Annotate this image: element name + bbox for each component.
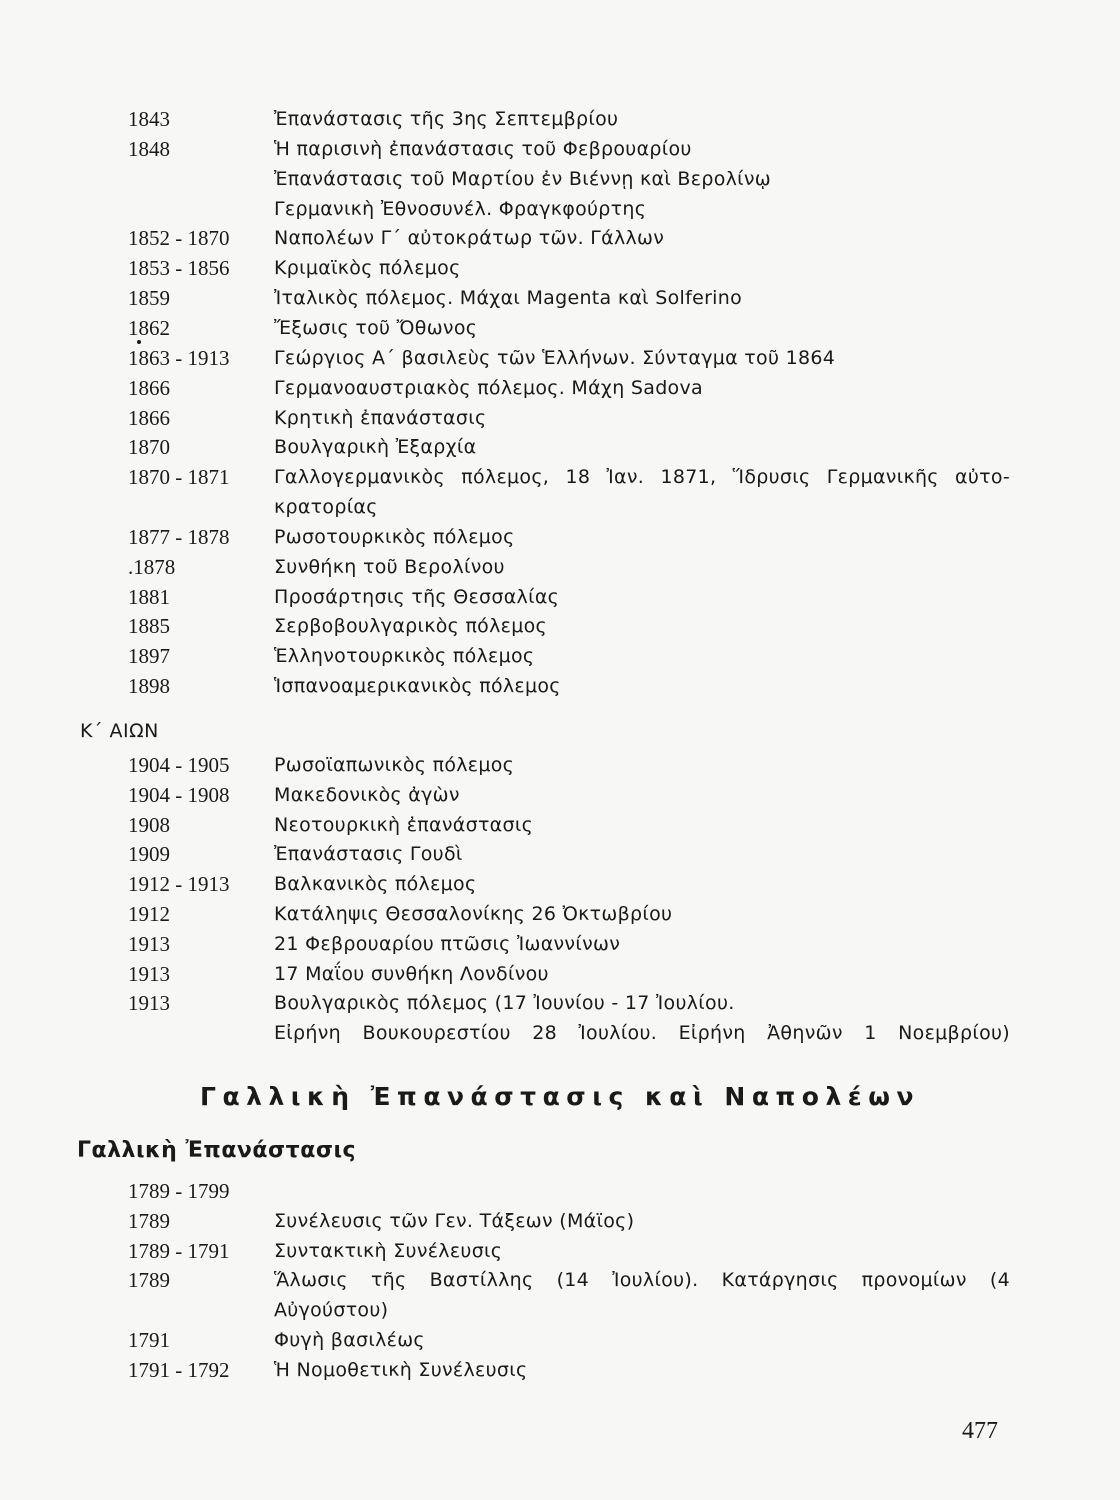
row-event: Βουλγαρικὸς πόλεμος (17 Ἰουνίου - 17 Ἰουλίου.: [274, 992, 735, 1015]
chronology-row: [0, 611, 1120, 641]
row-event: Ρωσοτουρκικὸς πόλεμος: [274, 525, 515, 548]
chronology-row: [0, 313, 1120, 343]
row-event: Βαλκανικὸς πόλεμος: [274, 873, 477, 896]
row-event: Γαλλογερμανικὸς πόλεμος, 18 Ἰαν. 1871, Ἵδρυσις Γερμανικῆς αὐτο-: [274, 466, 1010, 489]
chronology-row: [0, 104, 1120, 134]
section-title: Γαλλικὴ Ἐπανάστασις καὶ Ναπολέων: [200, 1082, 920, 1111]
row-event: Ἰταλικὸς πόλεμος. Μάχαι Magenta καὶ Solferino: [274, 287, 743, 310]
row-event: Ναπολέων Γ΄ αὐτοκράτωρ τῶν. Γάλλων: [274, 227, 665, 250]
chronology-row: [0, 223, 1120, 253]
row-date: 1897: [128, 644, 170, 669]
row-event: Νεοτουρκικὴ ἐπανάστασις: [274, 813, 534, 836]
chronology-row: [0, 959, 1120, 989]
row-event: Κριμαϊκὸς πόλεμος: [274, 257, 461, 280]
chronology-row: [0, 780, 1120, 810]
chronology-row: [0, 552, 1120, 582]
row-event: Ἔξωσις τοῦ Ὄθωνος: [274, 316, 478, 339]
row-date: 1870: [128, 435, 170, 460]
chronology-row: [0, 810, 1120, 840]
chronology-row: [0, 1265, 1120, 1295]
chronology-row: [0, 403, 1120, 433]
row-event: Ἐπανάστασις τοῦ Μαρτίου ἐν Βιέννῃ καὶ Βερολίνῳ: [274, 167, 772, 190]
row-event: Μακεδονικὸς ἀγὼν: [274, 783, 460, 806]
row-event: Συνθήκη τοῦ Βερολίνου: [274, 555, 505, 578]
row-date: 1791 - 1792: [128, 1357, 230, 1382]
row-event: Ἡ Νομοθετικὴ Συνέλευσις: [274, 1358, 528, 1381]
row-event: Συντακτικὴ Συνέλευσις: [274, 1239, 503, 1262]
row-date: 1863 - 1913: [128, 345, 230, 370]
century-heading: Κ΄ ΑΙΩΝ: [80, 720, 159, 742]
row-event: Ἅλωσις τῆς Βαστίλλης (14 Ἰουλίου). Κατάργησις προνομίων (4: [274, 1269, 1010, 1292]
page-number: 477: [962, 1418, 998, 1444]
chronology-row: [0, 899, 1120, 929]
chronology-row: [0, 432, 1120, 462]
chronology-row: [0, 1355, 1120, 1385]
chronology-row: [0, 1295, 1120, 1325]
row-date: 1789: [128, 1208, 170, 1233]
row-event: κρατορίας: [274, 496, 378, 519]
row-event: Κρητικὴ ἐπανάστασις: [274, 406, 487, 429]
row-event: Σερβοβουλγαρικὸς πόλεμος: [274, 615, 547, 638]
row-date: .1878: [128, 554, 176, 579]
chronology-row: [0, 1236, 1120, 1266]
chronology-row: [0, 134, 1120, 164]
row-event: Βουλγαρικὴ Ἐξαρχία: [274, 436, 477, 459]
row-date: 1877 - 1878: [128, 524, 230, 549]
row-date: 1904 - 1908: [128, 782, 230, 807]
row-date: 1898: [128, 674, 170, 699]
chronology-row: [0, 869, 1120, 899]
row-date: 1909: [128, 842, 170, 867]
chronology-row: [0, 671, 1120, 701]
row-date: 1904 - 1905: [128, 753, 230, 777]
chronology-row: [0, 641, 1120, 671]
chronology-row: [0, 929, 1120, 959]
row-date: 1848: [128, 136, 170, 161]
row-event: Συνέλευσις τῶν Γεν. Τάξεων (Μάϊος): [274, 1209, 635, 1232]
row-date: 1853 - 1856: [128, 256, 230, 281]
row-date: 1789 - 1799: [128, 1179, 230, 1203]
row-event: Ἑλληνοτουρκικὸς πόλεμος: [274, 645, 535, 668]
chronology-row: [0, 164, 1120, 194]
row-date: 1862: [128, 315, 170, 340]
row-date: 1791: [128, 1328, 170, 1352]
row-date: 1866: [128, 375, 170, 400]
row-event: Ἐπανάστασις τῆς 3ης Σεπτεμβρίου: [274, 108, 619, 130]
row-event: Γερμανικὴ Ἐθνοσυνέλ. Φραγκφούρτης: [274, 197, 647, 220]
chronology-row: [0, 1018, 1120, 1048]
row-date: 1913: [128, 961, 170, 986]
row-event: Γεώργιος Α΄ βασιλεὺς τῶν Ἑλλήνων. Σύνταγμα τοῦ 1864: [274, 346, 836, 369]
row-date: 1885: [128, 614, 170, 639]
row-date: 1913: [128, 991, 170, 1016]
chronology-row: [0, 839, 1120, 869]
row-event: Προσάρτησις τῆς Θεσσαλίας: [274, 585, 560, 608]
chronology-row: [0, 750, 1120, 780]
row-event: Ἱσπανοαμερικανικὸς πόλεμος: [274, 675, 561, 698]
row-event: Ἐπανάστασις Γουδὶ: [274, 843, 463, 866]
chronology-row: [0, 343, 1120, 373]
row-date: 1852 - 1870: [128, 226, 230, 251]
row-event: Ἡ παρισινὴ ἐπανάστασις τοῦ Φεβρουαρίου: [274, 137, 692, 160]
row-event: Γερμανοαυστριακὸς πόλεμος. Μάχη Sadova: [274, 376, 703, 399]
chronology-row: [0, 988, 1120, 1018]
row-date: 1912: [128, 902, 170, 926]
subsection-title: Γαλλικὴ Ἐπανάστασις: [77, 1138, 357, 1163]
row-date: 1859: [128, 286, 170, 311]
row-date: 1908: [128, 812, 170, 837]
chronology-row: [0, 1325, 1120, 1355]
chronology-row: [0, 522, 1120, 552]
chronology-row: [0, 1176, 1120, 1206]
row-date: 1789 - 1791: [128, 1238, 230, 1263]
row-date: 1881: [128, 584, 170, 609]
chronology-row: [0, 283, 1120, 313]
row-date: 1913: [128, 931, 170, 956]
chronology-row: [0, 582, 1120, 612]
row-event: 17 Μαΐου συνθήκη Λονδίνου: [274, 962, 549, 985]
row-event: Ρωσοϊαπωνικὸς πόλεμος: [274, 754, 515, 776]
row-date: 1912 - 1913: [128, 872, 230, 897]
chronology-row: [0, 253, 1120, 283]
chronology-row: [0, 492, 1120, 522]
chronology-row: [0, 1206, 1120, 1236]
chronology-row: [0, 373, 1120, 403]
chronology-row: [0, 462, 1120, 492]
row-date: 1789: [128, 1268, 170, 1293]
row-event: Φυγὴ βασιλέως: [274, 1329, 425, 1351]
row-event: 21 Φεβρουαρίου πτῶσις Ἰωαννίνων: [274, 932, 621, 955]
row-date: 1870 - 1871: [128, 465, 230, 490]
row-event: Κατάληψις Θεσσαλονίκης 26 Ὀκτωβρίου: [274, 903, 673, 925]
row-date: 1866: [128, 405, 170, 430]
chronology-row: [0, 194, 1120, 224]
print-dot-mark: [137, 340, 141, 344]
row-event: Αὐγούστου): [274, 1299, 389, 1322]
row-event: Εἰρήνη Βουκουρεστίου 28 Ἰουλίου. Εἰρήνη Ἀθηνῶν 1 Νοεμβρίου): [274, 1022, 1010, 1045]
row-date: 1843: [128, 107, 170, 131]
